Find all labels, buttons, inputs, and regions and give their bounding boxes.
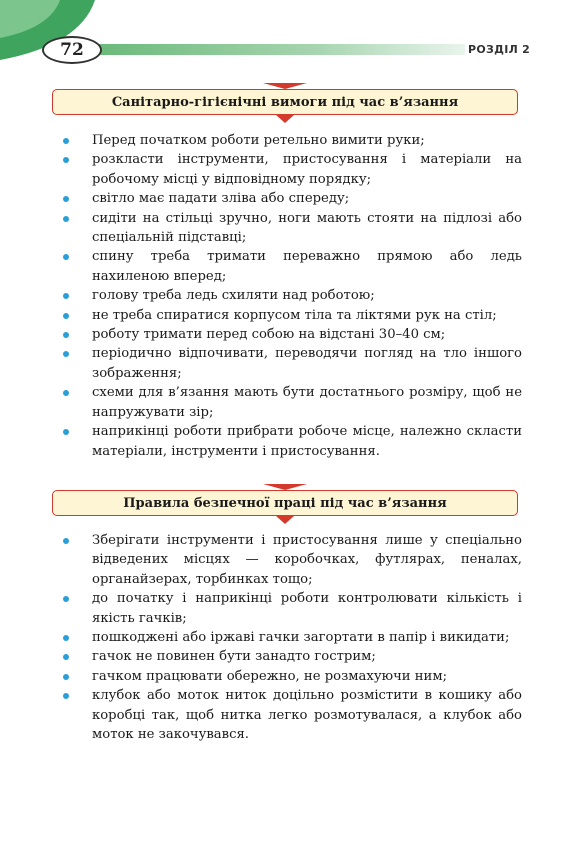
list-item-text: гачком працювати обережно, не розмахуючи ним; bbox=[92, 668, 448, 684]
rules-list bbox=[60, 131, 522, 461]
bullet-icon bbox=[63, 635, 69, 641]
header-bar bbox=[95, 44, 465, 55]
bullet-icon bbox=[63, 196, 69, 202]
list-item-text: голову треба ледь схиляти над роботою; bbox=[92, 288, 375, 304]
list-item bbox=[60, 647, 522, 666]
bullet-icon bbox=[63, 157, 69, 163]
section-title: Санітарно-гігієнічні вимоги під час в’язання bbox=[52, 89, 518, 115]
list-item-text: спину треба тримати переважно прямою або ледь нахиленою вперед; bbox=[92, 249, 522, 284]
list-item-text: наприкінці роботи прибрати робоче місце, належно скласти матеріали, інструменти і пристосування. bbox=[92, 424, 522, 459]
list-item bbox=[60, 344, 522, 383]
rules-list bbox=[60, 531, 522, 744]
bullet-icon bbox=[63, 654, 69, 660]
list-item bbox=[60, 306, 522, 325]
list-item bbox=[60, 422, 522, 461]
list-item bbox=[60, 325, 522, 344]
page-number: 72 bbox=[42, 36, 102, 64]
bullet-icon bbox=[63, 596, 69, 602]
list-item bbox=[60, 286, 522, 305]
bullet-icon bbox=[63, 254, 69, 260]
list-item-text: гачок не повинен бути занадто гострим; bbox=[92, 649, 376, 665]
list-item bbox=[60, 150, 522, 189]
bullet-icon bbox=[63, 293, 69, 299]
list-item bbox=[60, 531, 522, 589]
list-item-text: періодично відпочивати, переводячи погляд на тло іншого зображення; bbox=[92, 346, 522, 381]
bullet-icon bbox=[63, 538, 69, 544]
bullet-icon bbox=[63, 674, 69, 680]
list-item bbox=[60, 131, 522, 150]
list-item bbox=[60, 209, 522, 248]
section-title: Правила безпечної праці під час в’язання bbox=[52, 490, 518, 516]
list-item-text: пошкоджені або іржаві гачки загортати в папір і викидати; bbox=[92, 630, 510, 646]
bullet-icon bbox=[63, 693, 69, 699]
bullet-icon bbox=[63, 313, 69, 319]
list-item-text: сидіти на стільці зручно, ноги мають стояти на підлозі або спеціальній підставці; bbox=[92, 210, 522, 246]
list-item-text: Зберігати інструменти і пристосування лише у спеціально відведених місцях — коробочках, футлярах, пеналах, органайзерах, торбинках тощо; bbox=[92, 533, 522, 587]
list-item bbox=[60, 589, 522, 628]
list-item-text: розкласти інструменти, пристосування і матеріали на робочому місці у відповідному порядку; bbox=[92, 152, 522, 187]
list-item bbox=[60, 686, 522, 744]
list-item-text: до початку і наприкінці роботи контролювати кількість і якість гачків; bbox=[92, 591, 522, 626]
list-item-text: не треба спиратися корпусом тіла та ліктями рук на стіл; bbox=[92, 307, 497, 323]
list-item-text: схеми для в’язання мають бути достатнього розміру, щоб не напружувати зір; bbox=[92, 385, 522, 420]
list-item bbox=[60, 667, 522, 686]
list-item-text: роботу тримати перед собою на відстані 30–40 см; bbox=[92, 327, 446, 343]
list-item-text: світло має падати зліва або спереду; bbox=[92, 191, 350, 207]
bullet-icon bbox=[63, 138, 69, 144]
bullet-icon bbox=[63, 429, 69, 435]
section-label: РОЗДІЛ 2 bbox=[468, 43, 531, 56]
bullet-icon bbox=[63, 332, 69, 338]
title-bottom-marker bbox=[276, 115, 294, 123]
bullet-icon bbox=[63, 351, 69, 357]
list-item bbox=[60, 383, 522, 422]
list-item bbox=[60, 189, 522, 208]
list-item-text: Перед початком роботи ретельно вимити руки; bbox=[92, 133, 425, 148]
list-item bbox=[60, 628, 522, 647]
bullet-icon bbox=[63, 390, 69, 396]
list-item-text: клубок або моток ниток доцільно розмістити в кошику або коробці так, щоб нитка легко розмотувалася, а клубок або моток не закочувався. bbox=[92, 688, 522, 743]
bullet-icon bbox=[63, 216, 69, 222]
list-item bbox=[60, 247, 522, 286]
title-bottom-marker bbox=[276, 516, 294, 524]
